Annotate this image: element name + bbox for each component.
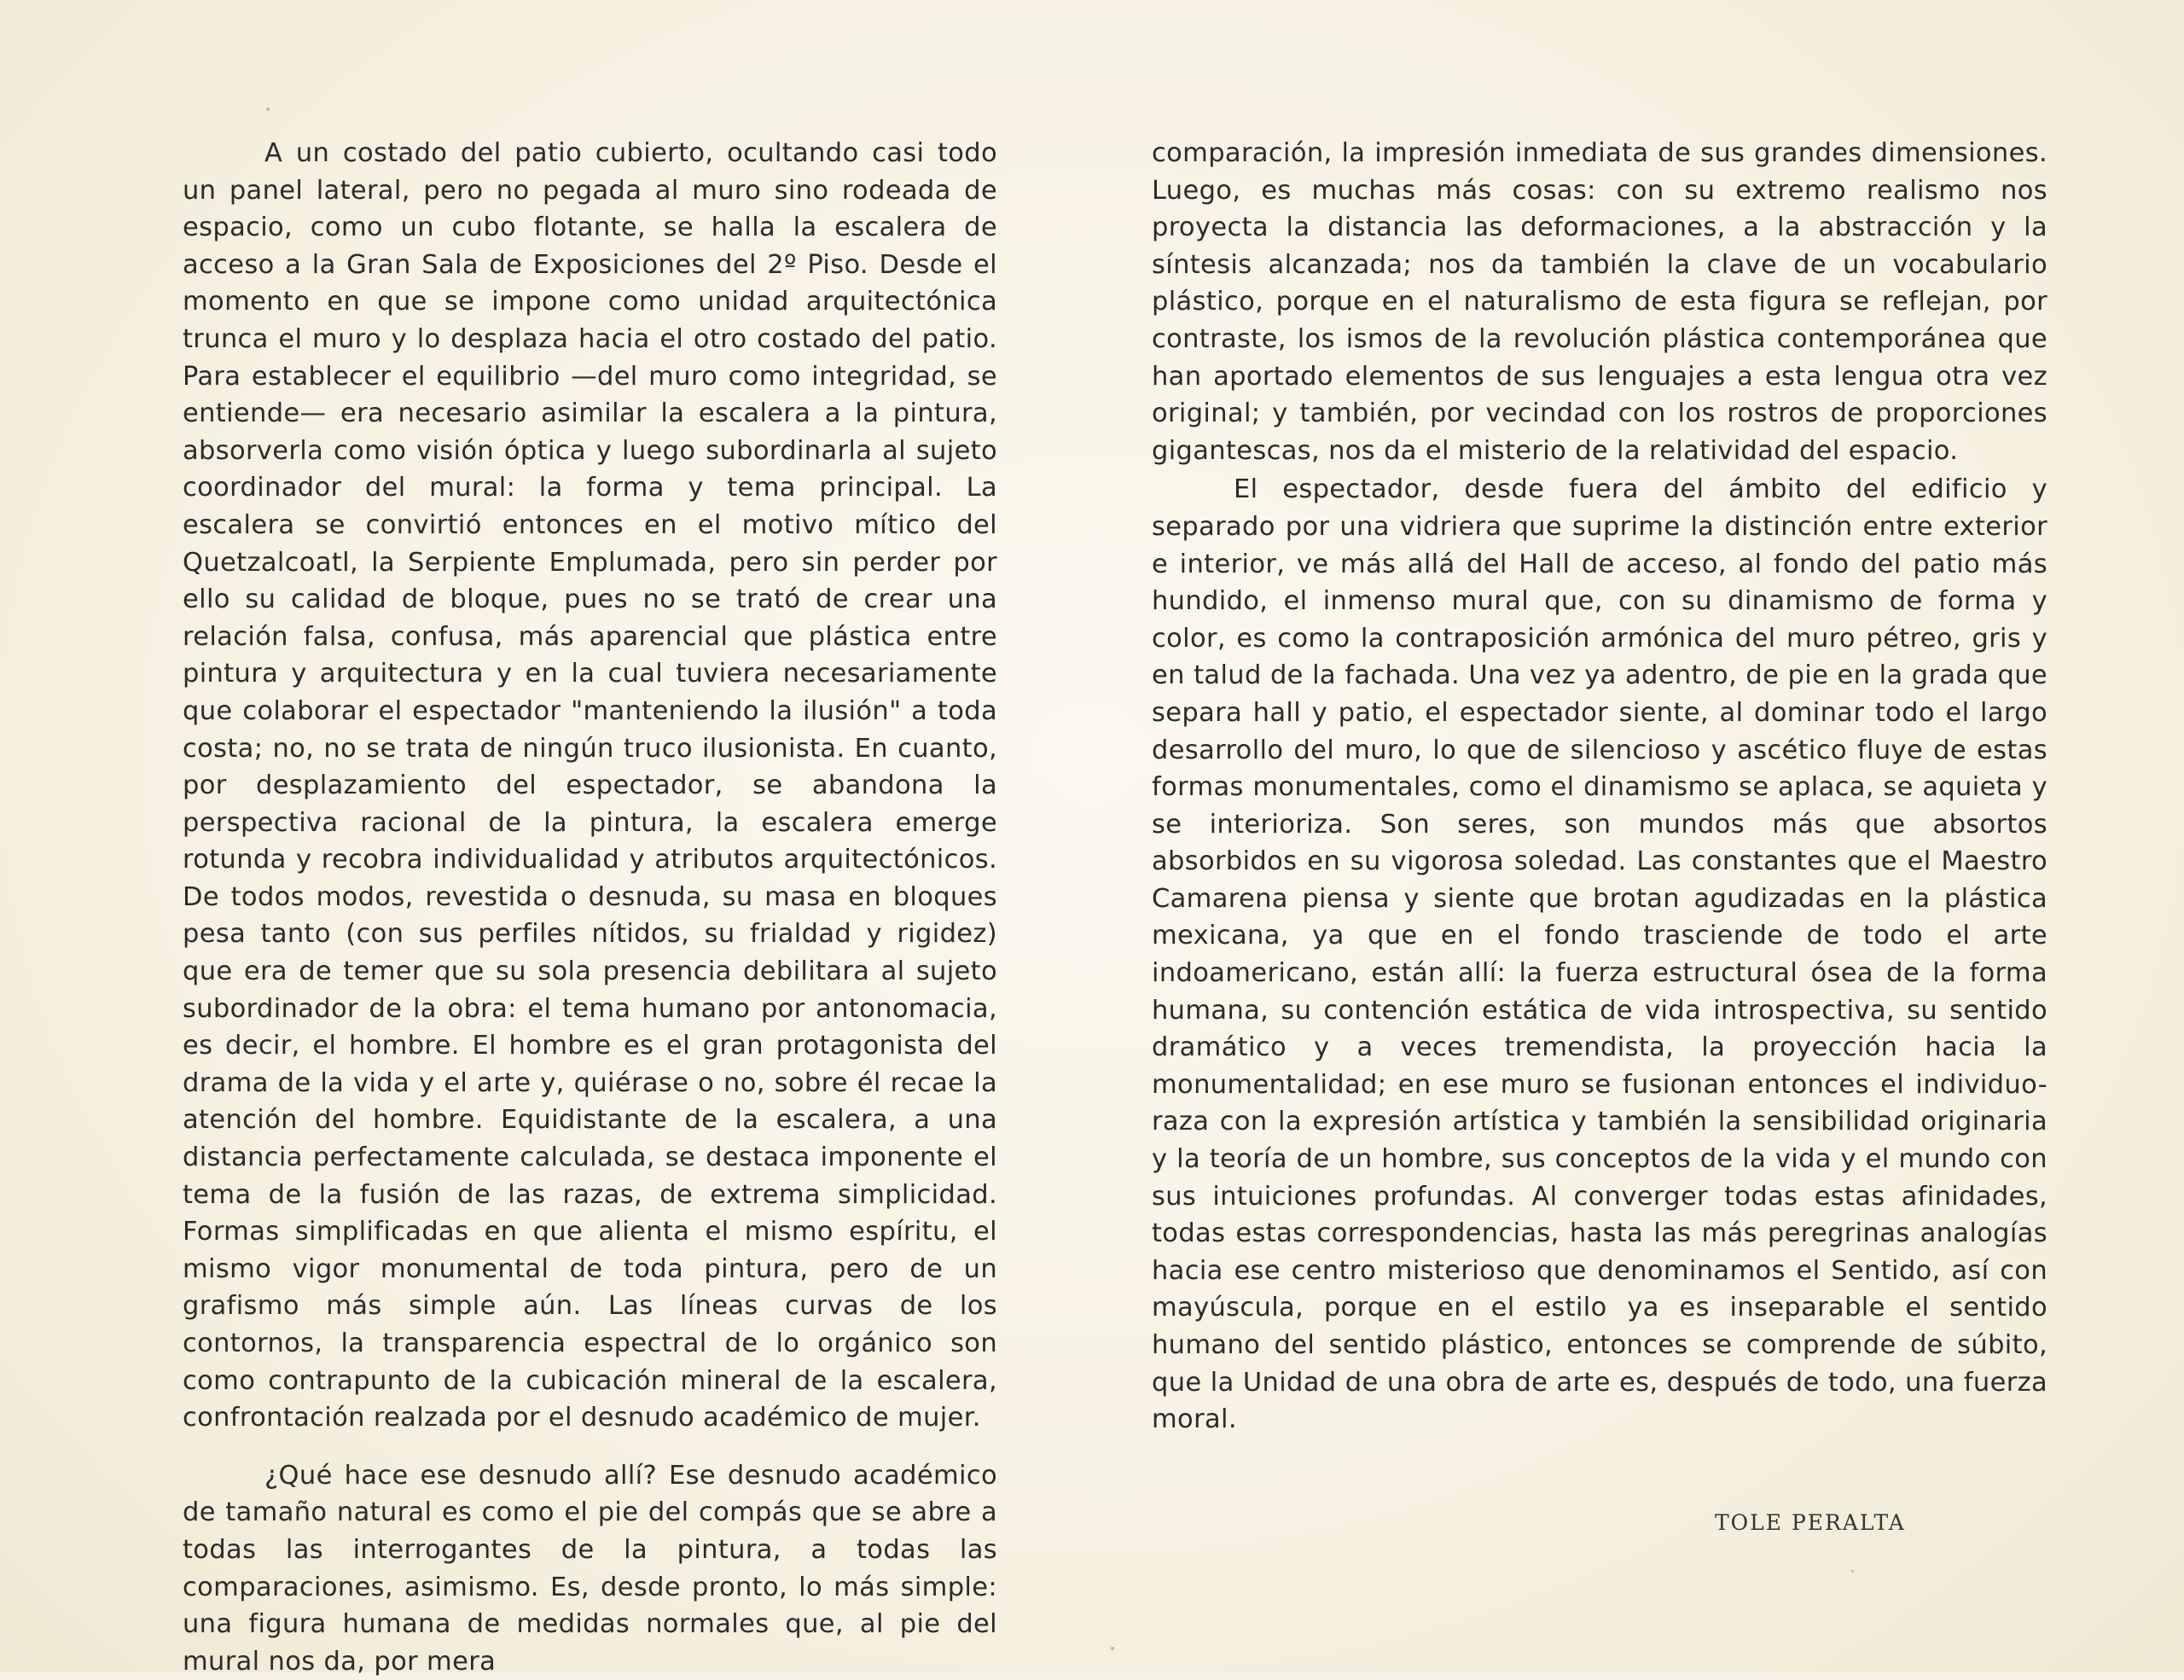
paragraph: El espectador, desde fuera del ámbito del edificio y separado por una vidriera que suprime la distinción entre exterior e interior, ve más allá del Hall de acceso, al fondo del patio más hundido, el inmenso mural que, con su dinamismo de forma y color, es como la contraposición armónica del muro pétreo, gris y en talud de la fachada. Una vez ya adentro, de pie en la grada que separa hall y patio, el espectador siente, al dominar todo el largo desarrollo del muro, lo que de silencioso y ascético fluye de estas formas monumentales, como el dinamismo se aplaca, se aquieta y se interioriza. Son seres, son mundos más que absortos absorbidos en su vigorosa soledad. Las constantes que el Maestro Camarena piensa y siente que brotan agudizadas en la plástica mexicana, ya que en el fondo trasciende de todo el arte indoamericano, están allí: la fuerza estructural ósea de la forma humana, su contención estática de vida introspectiva, su sentido dramático y a veces tremendista, la proyección hacia la monumentalidad; en ese muro se fusionan entonces el individuo-raza con la expresión artística y también la sensibilidad originaria y la teoría de un hombre, sus conceptos de la vida y el mundo con sus intuiciones profundas. Al converger todas estas afinidades, todas estas correspondencias, hasta las más peregrinas analogías hacia ese centro misterioso que denominamos el Sentido, así con mayúscula, porque en el estilo ya es inseparable el sentido humano del sentido plástico, entonces se comprende de súbito, que la Unidad de una obra de arte es, después de todo, una fuerza moral.: [1152, 474, 2048, 1435]
paragraph: A un costado del patio cubierto, ocultando casi todo un panel lateral, pero no pegada al muro sino rodeada de espacio, como un cubo flotante, se halla la escalera de acceso a la Gran Sala de Exposiciones del 2º Piso. Desde el momento en que se impone como unidad arquitectónica trunca el muro y lo desplaza hacia el otro costado del patio. Para establecer el equilibrio —del muro como integridad, se entiende— era necesario asimilar la escalera a la pintura, absorverla como visión óptica y luego subordinarla al sujeto coordinador del mural: la forma y tema principal. La escalera se convirtió entonces en el motivo mítico del Quetzalcoatl, la Serpiente Emplumada, pero sin perder por ello su calidad de bloque, pues no se trató de crear una relación falsa, confusa, más aparencial que plástica entre pintura y arquitectura y en la cual tuviera necesariamente que colaborar el espectador "manteniendo la ilusión" a toda costa; no, no se trata de ningún truco ilusionista. En cuanto, por desplazamiento del espectador, se abandona la perspectiva racional de la pintura, la escalera emerge rotunda y recobra individualidad y atributos arquitectónicos. De todos modos, revestida o desnuda, su masa en bloques pesa tanto (con sus perfiles nítidos, su frialdad y rigidez) que era de temer que su sola presencia debilitara al sujeto subordinador de la obra: el tema humano por antonomacia, es decir, el hombre. El hombre es el gran protagonista del drama de la vida y el arte y, quiérase o no, sobre él recae la atención del hombre. Equidistante de la escalera, a una distancia perfectamente calculada, se destaca imponente el tema de la fusión de las razas, de extrema simplicidad. Formas simplificadas en que alienta el mismo espíritu, el mismo vigor monumental de toda pintura, pero de un grafismo más simple aún. Las líneas curvas de los contornos, la transparencia espectral de lo orgánico son como contrapunto de la cubicación mineral de la escalera, confrontación realzada por el desnudo académico de mujer.: [183, 138, 997, 1433]
left-text-column: [183, 135, 997, 1680]
paper-speck: [1851, 1570, 1854, 1572]
paragraph: comparación, la impresión inmediata de sus grandes dimensiones. Luego, es muchas más cosas: con su extremo realismo nos proyecta la distancia las deformaciones, a la abstracción y la síntesis alcanzada; nos da también la clave de un vocabulario plástico, porque en el naturalismo de esta figura se reflejan, por contraste, los ismos de la revolución plástica contemporánea que han aportado elementos de sus lenguajes a esta lengua otra vez original; y también, por vecindad con los rostros de proporciones gigantescas, nos da el misterio de la relatividad del espacio.: [1152, 138, 2048, 466]
right-text-column: [1152, 135, 2048, 1439]
paper-speck: [266, 108, 270, 111]
author-signature: TOLE PERALTA: [1715, 1510, 1906, 1535]
paragraph: ¿Qué hace ese desnudo allí? Ese desnudo académico de tamaño natural es como el pie del compás que se abre a todas las interrogantes de la pintura, a todas las comparaciones, asimismo. Es, desde pronto, lo más simple: una figura humana de medidas normales que, al pie del mural nos da, por mera: [183, 1460, 997, 1677]
paper-speck: [1111, 1647, 1114, 1650]
